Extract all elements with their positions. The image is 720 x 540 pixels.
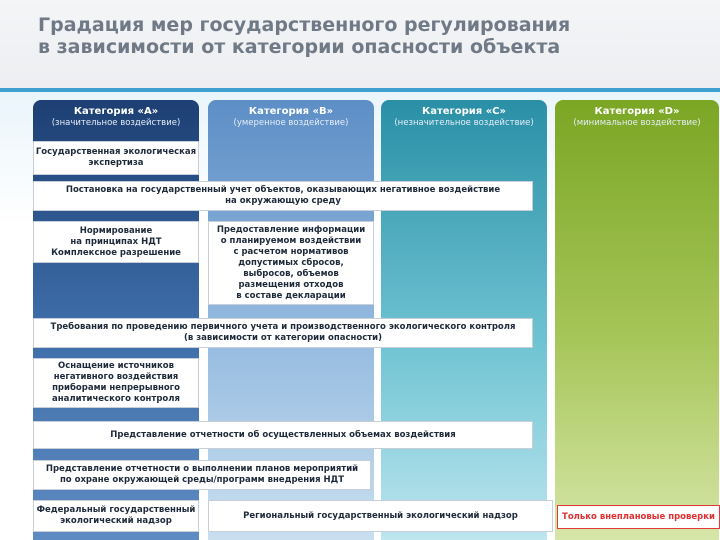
box-line: Постановка на государственный учет объектов, оказывающих негативное воздействие [65, 185, 501, 195]
box-line: (в зависимости от категории опасности) [183, 333, 383, 343]
box-rationing [33, 221, 199, 263]
slide-title [38, 14, 698, 58]
box-federal-supervision [33, 500, 199, 532]
box-line: на принципах НДТ [70, 236, 162, 247]
box-impact-reports [33, 421, 533, 449]
box-line: Комплексное разрешение [51, 247, 181, 258]
box-line: приборами непрерывного [52, 383, 180, 393]
box-unscheduled-only: Только внеплановые проверки [557, 505, 720, 529]
box-line: по охране окружающей среды/программ внедрения НДТ [59, 475, 345, 485]
box-line: допустимых сбросов, [238, 257, 344, 268]
box-line: аналитического контроля [52, 394, 180, 404]
box-declaration [208, 221, 374, 305]
box-line: экологический надзор [60, 516, 172, 526]
box-line: Оснащение источников [58, 361, 174, 371]
column-category-d [555, 100, 719, 540]
box-line: Представление отчетности об осуществленных объемах воздействия [110, 429, 456, 440]
column-title: Категория «А» [73, 106, 159, 117]
title-line-1: Градация мер государственного регулирования [38, 14, 571, 36]
box-line: с расчетом нормативов [233, 246, 349, 257]
box-plan-reports [33, 460, 371, 490]
box-line: Федеральный государственный [36, 505, 196, 515]
box-line: Представление отчетности о выполнении планов мероприятий [45, 464, 359, 474]
column-header [208, 105, 374, 129]
box-eco-expertise [33, 141, 199, 175]
column-subtitle: (значительное воздействие) [51, 118, 181, 128]
column-header [33, 105, 199, 129]
box-state-registration [33, 181, 533, 211]
box-line: Требования по проведению первичного учета и производственного экологического контроля [50, 322, 516, 332]
box-line: размещения отходов [238, 279, 344, 290]
box-line: на окружающую среду [225, 196, 341, 206]
box-line: в составе декларации [236, 290, 346, 301]
title-line-2: в зависимости от категории опасности объекта [38, 36, 561, 58]
column-header [555, 105, 719, 129]
box-line: негативного воздействия [53, 372, 179, 382]
column-subtitle: (умеренное воздействие) [233, 118, 349, 128]
column-title: Категория «С» [422, 106, 506, 117]
column-title: Категория «В» [248, 106, 334, 117]
box-regional-supervision [208, 500, 553, 532]
box-line: Региональный государственный экологический надзор [243, 510, 518, 521]
box-line: Государственная экологическая [35, 147, 197, 157]
slide-header [0, 0, 720, 92]
column-subtitle: (минимальное воздействие) [573, 118, 701, 128]
box-line: выбросов, объемов [243, 268, 339, 279]
box-line: о планируемом воздействии [220, 235, 362, 246]
box-control-requirements [33, 318, 533, 348]
column-title: Категория «D» [594, 106, 680, 117]
column-subtitle: (незначительное воздействие) [394, 118, 534, 128]
column-header [381, 105, 547, 129]
box-line: Нормирование [79, 225, 153, 236]
box-line: экспертиза [88, 158, 144, 168]
box-line: Предоставление информации [216, 224, 366, 235]
box-equipment [33, 358, 199, 408]
